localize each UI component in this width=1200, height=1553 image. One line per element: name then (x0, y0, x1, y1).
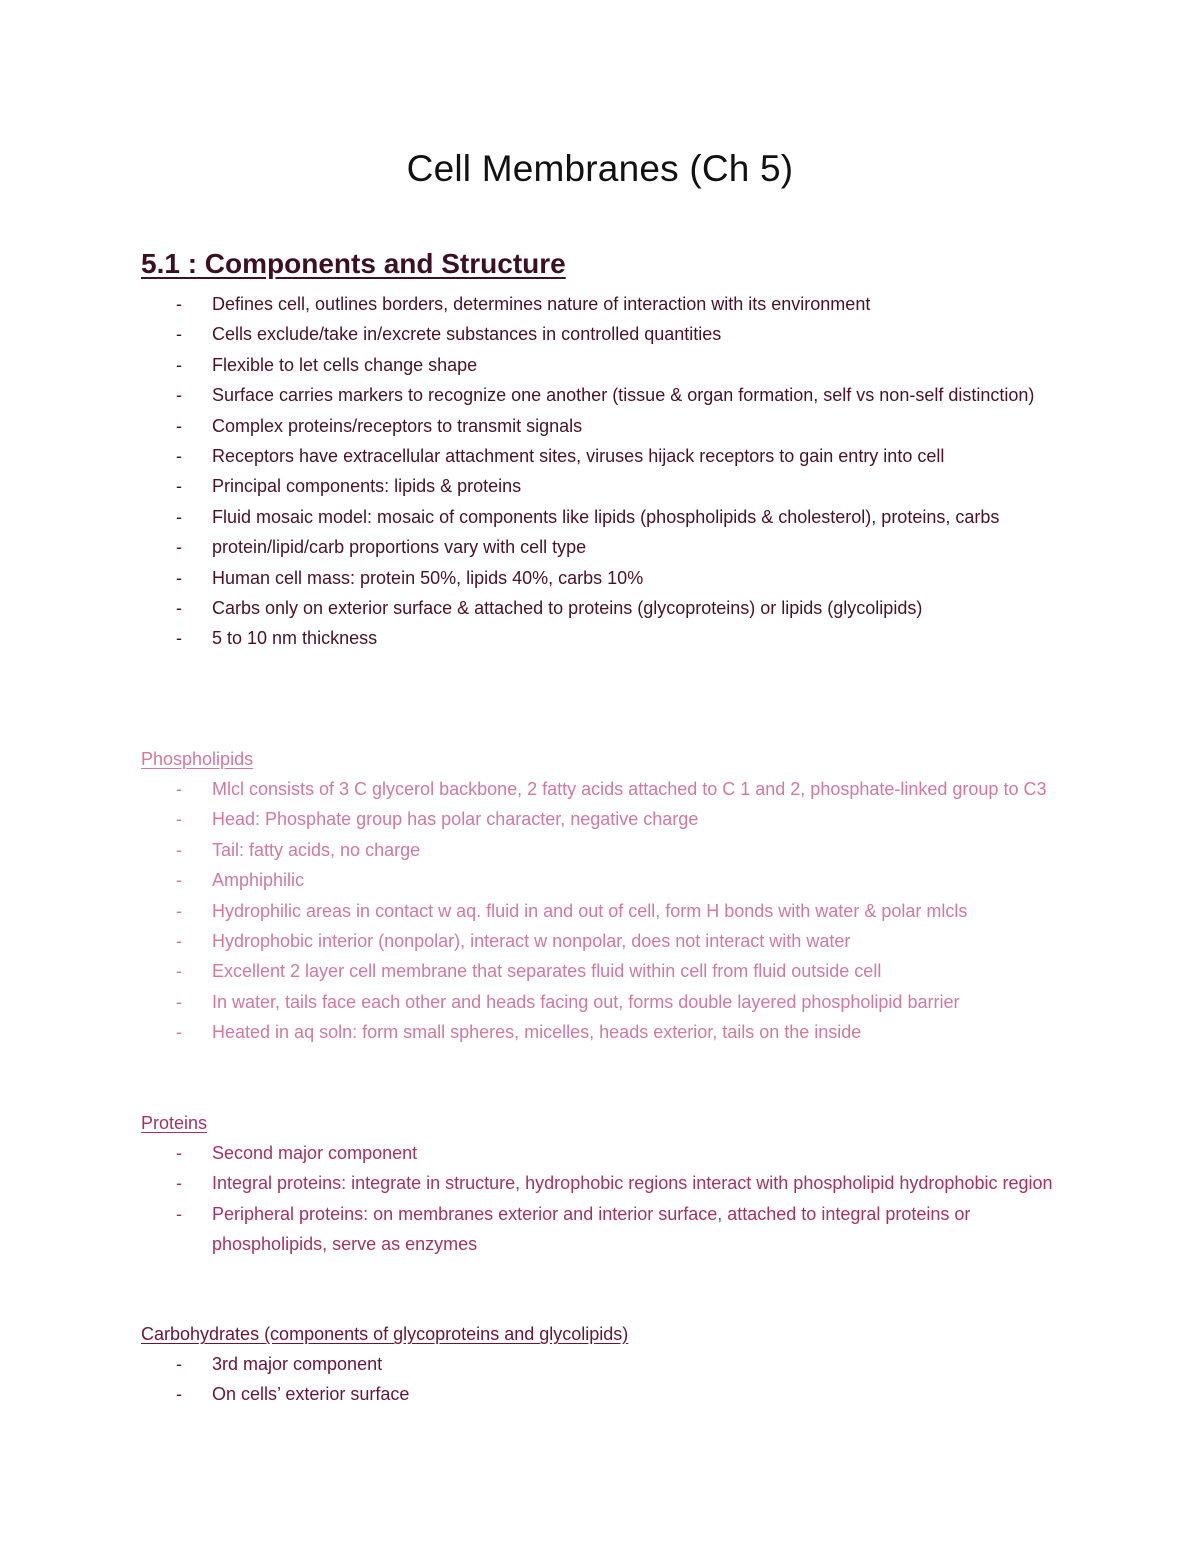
dash-marker: - (176, 779, 182, 799)
list-item (141, 835, 1062, 865)
dash-marker: - (176, 1203, 182, 1224)
list-item (141, 987, 1062, 1017)
list-item (141, 411, 1062, 441)
carbohydrates-title: Carbohydrates (components of glycoproteins and glycolipids) (141, 1324, 629, 1344)
proteins-title: Proteins (141, 1113, 208, 1133)
bullet-text: Surface carries markers to recognize one another (tissue & organ formation, self vs non-self distinction) (212, 385, 1035, 406)
bullet-text: Peripheral proteins: on membranes exterior and interior surface, attached to integral proteins or phospholipids, serve as enzymes (212, 1203, 971, 1255)
bullet-text: Defines cell, outlines borders, determines nature of interaction with its environment (212, 294, 871, 314)
proteins-bullet-list (141, 1138, 1071, 1260)
dash-marker: - (176, 294, 182, 314)
proteins-section (141, 1108, 1071, 1260)
dash-marker: - (176, 1143, 182, 1163)
dash-marker: - (176, 415, 182, 436)
bullet-text: Flexible to let cells change shape (212, 354, 478, 375)
list-item (141, 1138, 1062, 1168)
bullet-text: Carbs only on exterior surface & attached to proteins (glycoproteins) or lipids (glycolipids) (212, 598, 923, 619)
dash-marker: - (176, 354, 182, 375)
bullet-text: Heated in aq soln: form small spheres, micelles, heads exterior, tails on the inside (212, 1022, 862, 1043)
dash-marker: - (176, 961, 182, 982)
bullet-text: On cells’ exterior surface (212, 1384, 410, 1405)
list-item (141, 896, 1062, 926)
bullet-text: Head: Phosphate group has polar character, negative charge (212, 809, 699, 830)
list-item (141, 1199, 1062, 1260)
dash-marker: - (176, 567, 182, 588)
list-item (141, 1349, 1062, 1379)
dash-marker: - (176, 1022, 182, 1043)
dash-marker: - (176, 1384, 182, 1405)
dash-marker: - (176, 598, 182, 619)
bullet-text: Hydrophobic interior (nonpolar), interact w nonpolar, does not interact with water (212, 931, 851, 952)
list-item (141, 1379, 1062, 1409)
list-item (141, 1017, 1062, 1047)
bullet-text: Complex proteins/receptors to transmit signals (212, 415, 583, 436)
dash-marker: - (176, 537, 182, 558)
bullet-text: Receptors have extracellular attachment sites, viruses hijack receptors to gain entry into cell (212, 446, 945, 467)
bullet-text: In water, tails face each other and heads facing out, forms double layered phospholipid barrier (212, 991, 960, 1012)
list-item (141, 350, 1062, 380)
list-item (141, 865, 1062, 895)
bullet-text: Tail: fatty acids, no charge (212, 839, 421, 860)
bullet-text: Hydrophilic areas in contact w aq. fluid in and out of cell, form H bonds with water & polar mlcls (212, 900, 968, 921)
list-item (141, 956, 1062, 986)
list-item (141, 289, 1062, 319)
bullet-text: Mlcl consists of 3 C glycerol backbone, 2 fatty acids attached to C 1 and 2, phosphate-linked group to C3 (212, 779, 1047, 799)
list-item (141, 441, 1062, 471)
dash-marker: - (176, 931, 182, 952)
list-item (141, 319, 1062, 349)
dash-marker: - (176, 900, 182, 921)
dash-marker: - (176, 385, 182, 406)
main-bullets-section (141, 289, 1071, 654)
bullet-text: Excellent 2 layer cell membrane that separates fluid within cell from fluid outside cell (212, 961, 882, 982)
dash-marker: - (176, 476, 182, 497)
bullet-text: Fluid mosaic model: mosaic of components like lipids (phospholipids & cholesterol), proteins, carbs (212, 506, 1000, 527)
bullet-text: Integral proteins: integrate in structure, hydrophobic regions interact with phospholipid hydrophobic region (212, 1173, 1053, 1194)
document-title: Cell Membranes (Ch 5) (406, 148, 794, 189)
dash-marker: - (176, 870, 182, 891)
dash-marker: - (176, 506, 182, 527)
dash-marker: - (176, 1173, 182, 1194)
bullet-text: protein/lipid/carb proportions vary with cell type (212, 537, 587, 558)
list-item (141, 563, 1062, 593)
list-item (141, 593, 1062, 623)
bullet-text: Principal components: lipids & proteins (212, 476, 522, 497)
bullet-text: Human cell mass: protein 50%, lipids 40%, carbs 10% (212, 567, 644, 588)
bullet-text: Cells exclude/take in/excrete substances in controlled quantities (212, 324, 722, 345)
list-item (141, 532, 1062, 562)
carbohydrates-bullet-list (141, 1349, 1071, 1410)
dash-marker: - (176, 991, 182, 1012)
dash-marker: - (176, 1354, 182, 1374)
carbohydrates-section (141, 1319, 1071, 1410)
list-item (141, 471, 1062, 501)
list-item (141, 926, 1062, 956)
phospholipids-section (141, 744, 1071, 1048)
bullet-text: Second major component (212, 1143, 418, 1163)
list-item (141, 502, 1062, 532)
section-heading: 5.1 : Components and Structure (141, 248, 566, 279)
bullet-text: 5 to 10 nm thickness (212, 628, 378, 649)
dash-marker: - (176, 839, 182, 860)
main-bullet-list (141, 289, 1071, 654)
bullet-text: Amphiphilic (212, 870, 305, 891)
dash-marker: - (176, 324, 182, 345)
dash-marker: - (176, 809, 182, 830)
list-item (141, 804, 1062, 834)
phospholipids-bullet-list (141, 774, 1071, 1048)
bullet-text: 3rd major component (212, 1354, 383, 1374)
dash-marker: - (176, 446, 182, 467)
phospholipids-title: Phospholipids (141, 749, 254, 769)
list-item (141, 1168, 1062, 1198)
list-item (141, 774, 1062, 804)
list-item (141, 380, 1062, 410)
list-item (141, 623, 1062, 653)
dash-marker: - (176, 628, 182, 649)
